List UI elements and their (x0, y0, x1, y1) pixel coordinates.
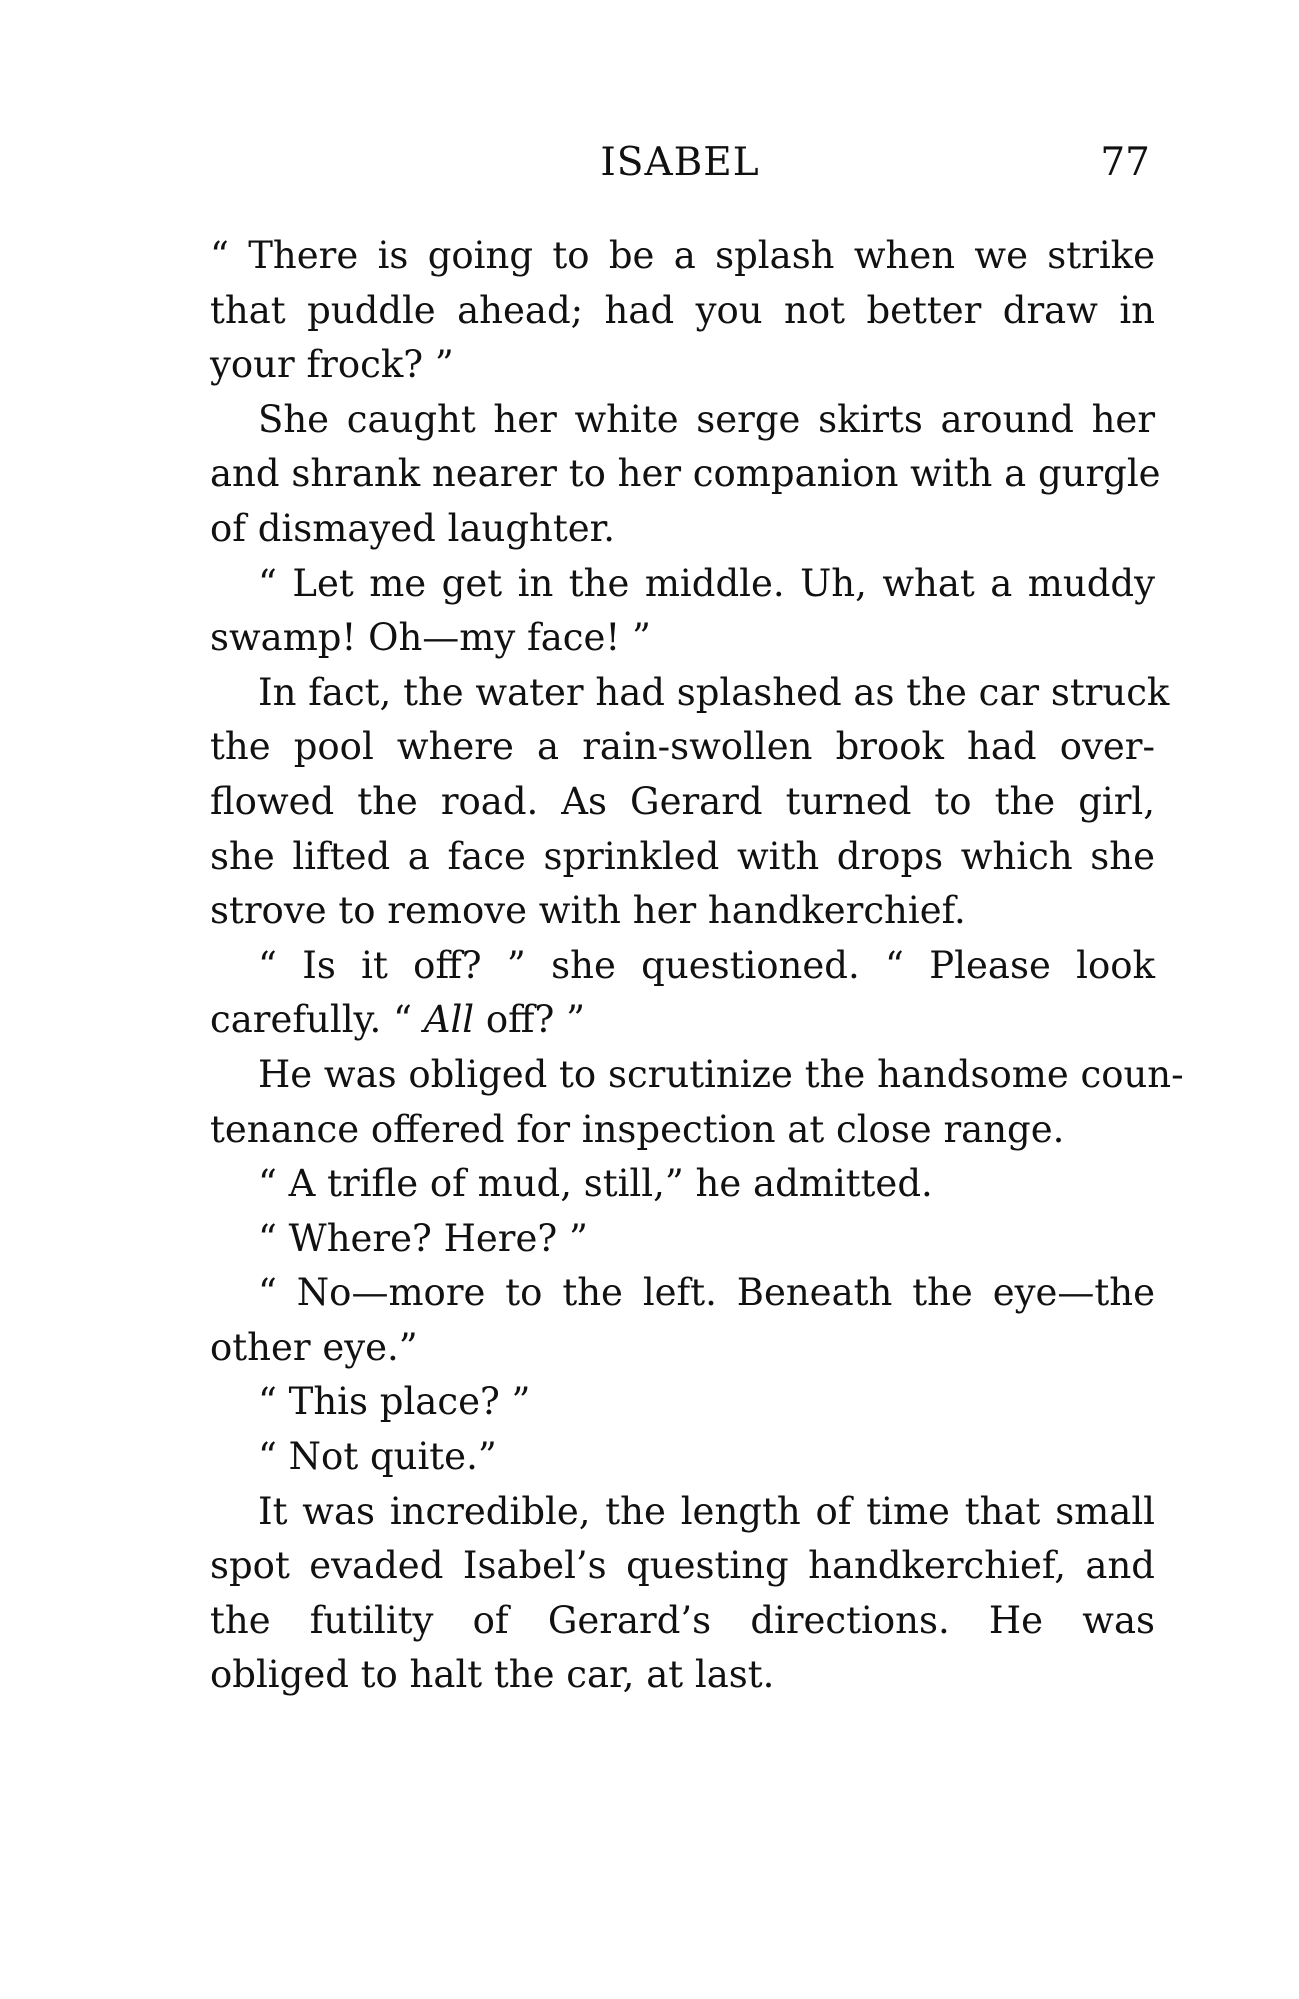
body-text (210, 229, 1184, 1703)
text-line: “ Let me get in the middle. Uh, what a muddy (258, 561, 1155, 605)
text-line: the pool where a rain-swollen brook had over- (210, 725, 1155, 769)
text-line: “ There is going to be a splash when we strike (210, 234, 1155, 277)
text-line: She caught her white serge skirts around her (258, 397, 1155, 441)
text-line: swamp! Oh—my face! ” (210, 616, 651, 660)
text-line: “ Is it off? ” she questioned. “ Please look (258, 943, 1155, 987)
text-line: and shrank nearer to her companion with a gurgle (210, 452, 1161, 496)
running-head (210, 138, 1150, 188)
text-line: In fact, the water had splashed as the car struck (258, 670, 1170, 714)
text-line: your frock? ” (210, 343, 454, 387)
text-line: other eye.” (210, 1325, 418, 1369)
text-line: flowed the road. As Gerard turned to the girl, (210, 779, 1155, 823)
text-line: “ This place? ” (258, 1380, 531, 1424)
text-line: she lifted a face sprinkled with drops which she (210, 834, 1155, 878)
chapter-title: ISABEL (600, 140, 760, 185)
text-line: “ Where? Here? ” (258, 1216, 588, 1260)
text-line: “ Not quite.” (258, 1435, 497, 1479)
text-line: “ No—more to the left. Beneath the eye—the (258, 1271, 1155, 1315)
text-line: obliged to halt the car, at last. (210, 1653, 775, 1697)
page-number: 77 (1100, 140, 1150, 185)
text-line: strove to remove with her handkerchief. (210, 889, 966, 933)
text-line: that puddle ahead; had you not better draw in (210, 288, 1155, 332)
text-line: “ A trifle of mud, still,” he admitted. (258, 1162, 933, 1206)
text-line: It was incredible, the length of time that small (258, 1489, 1155, 1533)
text-line: spot evaded Isabel’s questing handkerchief, and (210, 1544, 1155, 1588)
text-line: carefully. “ All off? ” (210, 998, 585, 1042)
text-line: tenance offered for inspection at close range. (210, 1107, 1065, 1151)
text-line: He was obliged to scrutinize the handsome coun- (258, 1052, 1184, 1096)
text-line: of dismayed laughter. (210, 506, 616, 550)
text-line: the futility of Gerard’s directions. He was (210, 1598, 1155, 1642)
